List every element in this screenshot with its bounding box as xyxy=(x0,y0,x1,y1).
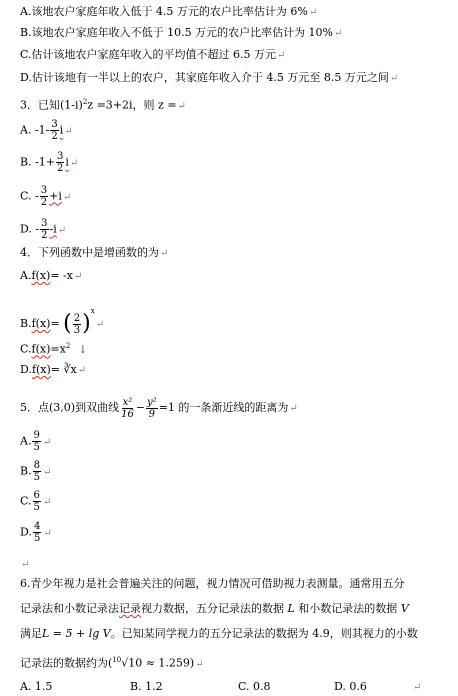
fraction: $\frac{9}{5}$ xyxy=(33,430,40,453)
q5-option-c: C. $\frac{6}{5}$ ↵ xyxy=(20,490,52,513)
return-mark-icon: ↵ xyxy=(334,28,343,39)
return-mark-icon: ↵ xyxy=(43,527,52,539)
fraction: $\frac{8}{5}$ xyxy=(33,460,40,483)
return-mark-icon: ↵ xyxy=(277,50,286,61)
fraction: $\frac{6}{5}$ xyxy=(33,490,40,513)
return-mark-icon: ↵ xyxy=(95,319,105,330)
q3-option-a: A. -1- $\frac{3}{2}$ i↵ xyxy=(20,119,73,142)
return-mark-icon: ↵ xyxy=(308,7,318,18)
q4-option-a: A.f(x)= -x↵ xyxy=(20,269,83,282)
q4-stem: 4．下列函数中是增函数的为↵ xyxy=(20,246,169,259)
fraction: $\frac{\text{y²}}{9}$ xyxy=(147,396,157,420)
q6-option-c: C. 0.8 xyxy=(238,680,271,693)
empty-paragraph xyxy=(20,556,29,573)
q2-option-b: B.该地农户家庭年收入不低于 10.5 万元的农户比率估计为 10%↵ xyxy=(20,26,343,39)
return-mark-icon: ↵ xyxy=(389,73,399,84)
q3-stem: 3．已知$(1-i)^2z =3+2i$，则 z =↵ xyxy=(20,98,186,112)
q6-option-a: A. 1.5 xyxy=(20,680,53,693)
q5-option-a: A. $\frac{9}{5}$ ↵ xyxy=(20,430,52,453)
return-mark-icon: ↵ xyxy=(77,365,87,376)
fraction: $\frac{\text{x²}}{16}$ xyxy=(121,396,134,420)
q6-line-4: 记录法的数据约为($^{10}$√10 ≈ 1.259)↵ xyxy=(20,656,204,670)
q4-option-d: D.f(x)= ∛x↵ xyxy=(20,363,87,376)
return-mark-icon: ↵ xyxy=(413,682,422,693)
q3-option-c: C. - $\frac{3}{2}$ +i↵ xyxy=(20,185,72,208)
q3-option-d: D. - $\frac{3}{2}$ -i↵ xyxy=(20,218,67,241)
q3-option-b: B. -1+ $\frac{3}{2}$ i↵ xyxy=(20,151,79,174)
return-mark-icon: ↵ xyxy=(42,466,52,478)
q6-option-b: B. 1.2 xyxy=(130,680,163,693)
return-mark-icon: ↵ xyxy=(73,271,83,282)
return-mark-icon: ↵ xyxy=(177,100,186,112)
q4-option-c: $C.f(x)=x^2$ ↓ xyxy=(20,342,88,356)
fraction: $\frac{3}{2}$ xyxy=(57,151,64,174)
q6-line-3: 满足L = 5 + lg V。已知某同学视力的五分记录法的数据为 4.9，则其视力的小数 xyxy=(20,627,418,640)
q6-option-d: D. 0.6 xyxy=(334,680,367,693)
return-mark-icon: ↵ xyxy=(195,658,204,670)
fraction: $\frac{4}{5}$ xyxy=(33,521,41,544)
q2-option-c: C.估计该地农户家庭年收入的平均值不超过 6.5 万元↵ xyxy=(20,48,286,61)
q5-option-b: B. $\frac{8}{5}$ ↵ xyxy=(20,460,52,483)
return-mark-icon: ↵ xyxy=(42,496,52,508)
fraction: $\frac{3}{2}$ xyxy=(40,185,48,208)
right-paren: ) xyxy=(82,311,91,336)
return-mark-icon: ↵ xyxy=(160,248,169,259)
return-mark-icon: ↵ xyxy=(62,191,72,203)
left-paren: ( xyxy=(63,311,72,336)
q2-option-a: A.该地农户家庭年收入低于 4.5 万元的农户比率估计为 6%↵ xyxy=(20,5,318,18)
return-mark-icon: ↵ xyxy=(21,559,30,570)
return-mark-icon: ↵ xyxy=(57,224,67,236)
return-mark-icon: ↵ xyxy=(64,125,73,137)
fraction: $\frac{2}{3}$ xyxy=(73,312,81,336)
q4-option-b: B.f(x)= ( $\frac{2}{3}$ )$^x$↵ xyxy=(20,307,105,336)
q2-option-d: D.估计该地有一半以上的农户，其家庭年收入介于 4.5 万元至 8.5 万元之间↵ xyxy=(20,71,399,84)
q6-line-1: 6.青少年视力是社会普遍关注的问题，视力情况可借助视力表测量。通常用五分 xyxy=(20,577,405,590)
return-mark-icon: ↵ xyxy=(69,157,79,169)
q6-line-2: 记录法和小数记录法记录视力数据，五分记录法的数据 L 和小数记录法的数据 V xyxy=(20,602,409,615)
fraction: $\frac{3}{2}$ xyxy=(41,218,48,241)
fraction: $\frac{3}{2}$ xyxy=(51,119,58,142)
q5-option-d: D. $\frac{4}{5}$ ↵ xyxy=(20,521,52,544)
return-mark-icon: ↵ xyxy=(42,436,52,448)
q5-stem: 5．点(3,0)到双曲线 $\frac{\text{x²}}{16}$ − $\frac{\text{y²}}{9}$ =1 的一条渐近线的距离为↵ xyxy=(20,396,298,420)
return-mark-icon: ↵ xyxy=(289,403,298,414)
down-arrow-icon: ↓ xyxy=(78,342,88,356)
